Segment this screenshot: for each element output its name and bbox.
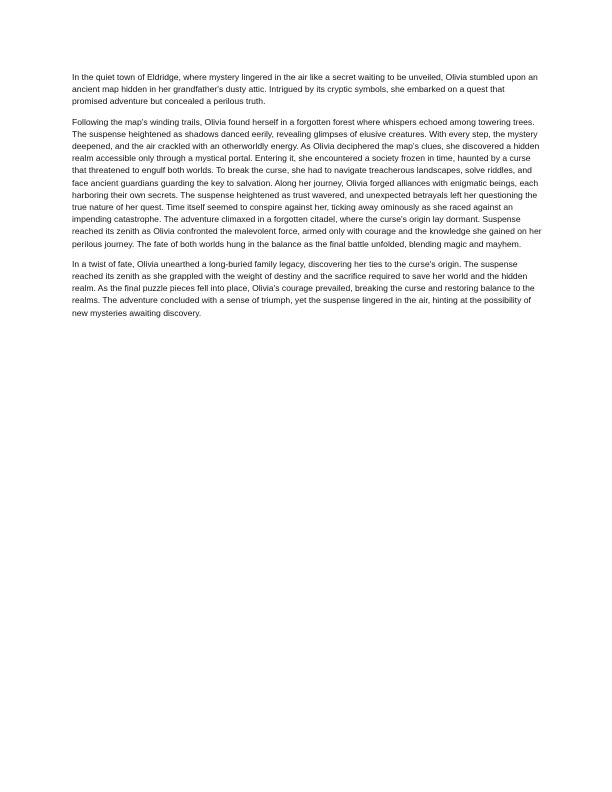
paragraph-2: Following the map's winding trails, Olivia found herself in a forgotten forest where whispers echoed among towering trees. The suspense heightened as shadows danced eerily, revealing glimpses of elusive creatures. With every step, the mystery deepened, and the air crackled with an otherworldly energy. As Olivia deciphered the map's clues, she discovered a hidden realm accessible only through a mystical portal. Entering it, she encountered a society frozen in time, haunted by a curse that threatened to engulf both worlds. To break the curse, she had to navigate treacherous landscapes, solve riddles, and face ancient guardians guarding the key to salvation. Along her journey, Olivia forged alliances with enigmatic beings, each harboring their own secrets. The suspense heightened as trust wavered, and unexpected betrayals left her questioning the true nature of her quest. Time itself seemed to conspire against her, ticking away ominously as she raced against an impending catastrophe. The adventure climaxed in a forgotten citadel, where the curse's origin lay dormant. Suspense reached its zenith as Olivia confronted the malevolent force, armed only with courage and the knowledge she gained on her perilous journey. The fate of both worlds hung in the balance as the final battle unfolded, blending magic and mayhem.: [72, 116, 542, 249]
paragraph-1: In the quiet town of Eldridge, where mystery lingered in the air like a secret waiting to be unveiled, Olivia stumbled upon an ancient map hidden in her grandfather's dusty attic. Intrigued by its cryptic symbols, she embarked on a quest that promised adventure but concealed a perilous truth.: [72, 72, 538, 107]
body-text: [72, 71, 542, 327]
paragraph-3: In a twist of fate, Olivia unearthed a long-buried family legacy, discovering her ties to the curse's origin. The suspense reached its zenith as she grappled with the weight of destiny and the sacrifice required to save her world and the hidden realm. As the final puzzle pieces fell into place, Olivia's courage prevailed, breaking the curse and restoring balance to the realms. The adventure concluded with a sense of triumph, yet the suspense lingered in the air, hinting at the possibility of new mysteries awaiting discovery.: [72, 258, 535, 318]
